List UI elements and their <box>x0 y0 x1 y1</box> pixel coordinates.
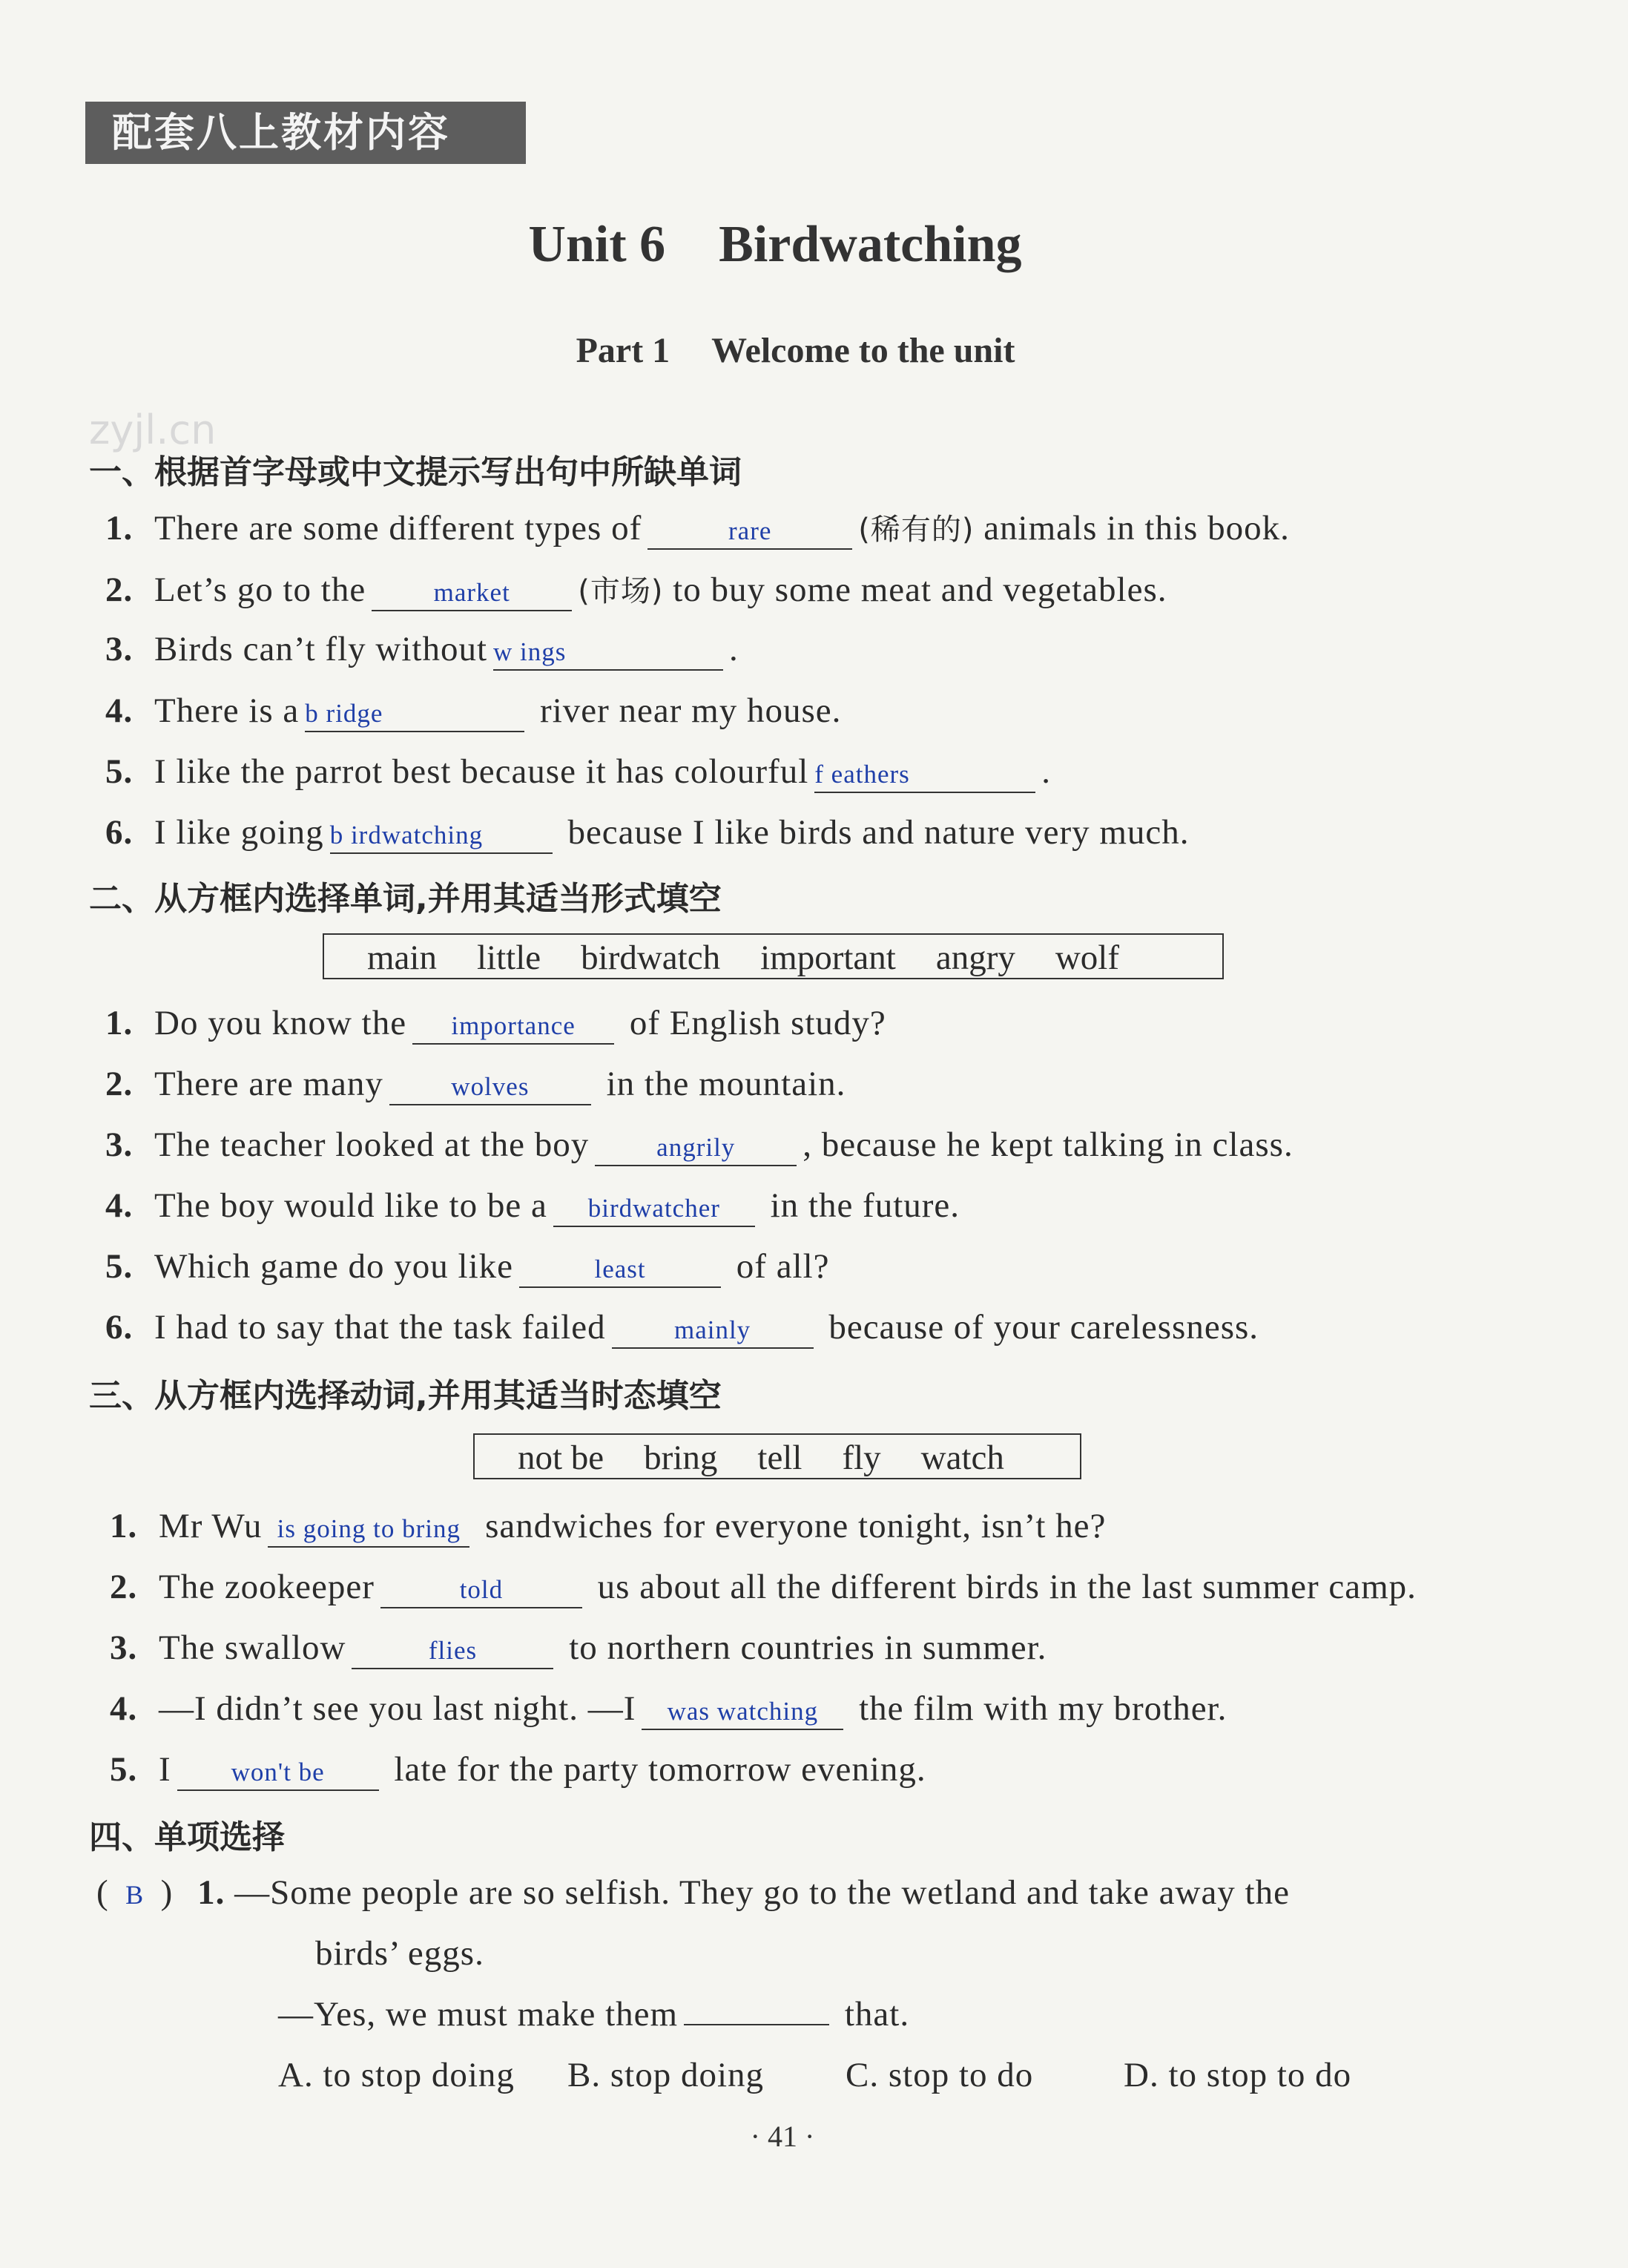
page-number: · 41 · <box>750 2120 815 2153</box>
answer-blank[interactable]: b irdwatching <box>330 818 553 854</box>
s3-question-2: 2. The zookeeper told us about all the different birds in the last summer camp. <box>110 1567 1417 1608</box>
s2-question-2: 2. There are many wolves in the mountain. <box>105 1064 846 1105</box>
word-bank-item: fly <box>842 1439 881 1477</box>
s1-question-4: 4. There is a b ridge river near my house. <box>105 691 841 732</box>
choice-answer[interactable]: B <box>125 1880 145 1910</box>
answer-blank[interactable]: won't be <box>177 1755 379 1791</box>
answer-blank[interactable]: b ridge <box>305 697 524 732</box>
option-b[interactable]: B. stop doing <box>567 2056 765 2094</box>
section-3-title: 三、从方框内选择动词,并用其适当时态填空 <box>89 1377 722 1415</box>
answer-blank[interactable]: was watching <box>642 1695 843 1730</box>
watermark: zyjl.cn <box>89 407 217 453</box>
option-c[interactable]: C. stop to do <box>846 2056 1034 2094</box>
s1-question-2: 2. Let’s go to the market (市场) to buy some meat and vegetables. <box>105 568 1167 611</box>
answer-blank[interactable]: w ings <box>493 635 723 671</box>
s3-question-1: 1. Mr Wu is going to bring sandwiches for everyone tonight, isn’t he? <box>110 1506 1106 1548</box>
unit-title: Unit 6 Birdwatching <box>528 216 1022 273</box>
word-bank-item: important <box>760 939 896 977</box>
section-2-title: 二、从方框内选择单词,并用其适当形式填空 <box>89 880 722 918</box>
s2-question-4: 4. The boy would like to be a birdwatcher in the future. <box>105 1186 960 1227</box>
answer-blank[interactable]: importance <box>412 1009 614 1045</box>
answer-blank[interactable]: mainly <box>612 1313 814 1349</box>
answer-blank[interactable]: wolves <box>389 1070 591 1105</box>
s1-question-1: 1. There are some different types of rare (稀有的) animals in this book. <box>105 506 1290 550</box>
word-bank-item: birdwatch <box>581 939 721 977</box>
s1-question-3: 3. Birds can’t fly without w ings . <box>105 629 739 671</box>
s3-question-5: 5. I won't be late for the party tomorrow evening. <box>110 1749 926 1791</box>
s2-question-6: 6. I had to say that the task failed mainly because of your carelessness. <box>105 1307 1259 1349</box>
s1-question-5: 5. I like the parrot best because it has colourful f eathers . <box>105 752 1051 793</box>
word-bank-item: wolf <box>1055 939 1119 977</box>
word-bank-item: little <box>476 939 541 977</box>
s4-question-1-line2: birds’ eggs. <box>315 1934 484 1973</box>
word-bank-item: angry <box>935 939 1015 977</box>
s2-question-3: 3. The teacher looked at the boy angrily , because he kept talking in class. <box>105 1125 1293 1166</box>
s2-question-5: 5. Which game do you like least of all? <box>105 1246 830 1288</box>
verb-bank-box <box>473 1433 1081 1479</box>
word-bank-item: tell <box>757 1439 803 1477</box>
answer-blank[interactable]: angrily <box>595 1131 797 1166</box>
section-1-title: 一、根据首字母或中文提示写出句中所缺单词 <box>89 453 742 491</box>
option-d[interactable]: D. to stop to do <box>1124 2056 1352 2094</box>
textbook-banner: 配套八上教材内容 <box>85 102 526 164</box>
s1-question-6: 6. I like going b irdwatching because I like birds and nature very much. <box>105 812 1190 854</box>
answer-blank[interactable]: market <box>372 576 572 611</box>
answer-paren: ( <box>96 1873 109 1912</box>
word-bank-item: watch <box>920 1439 1004 1477</box>
answer-blank[interactable]: told <box>380 1573 582 1608</box>
word-bank-item: bring <box>644 1439 718 1477</box>
section-4-title: 四、单项选择 <box>89 1818 285 1856</box>
s3-question-3: 3. The swallow flies to northern countries in summer. <box>110 1628 1047 1669</box>
answer-blank[interactable]: f eathers <box>814 757 1035 793</box>
answer-blank[interactable]: birdwatcher <box>553 1191 755 1227</box>
s3-question-4: 4. —I didn’t see you last night. —I was watching the film with my brother. <box>110 1689 1227 1730</box>
word-bank-box <box>323 933 1224 979</box>
answer-blank[interactable]: is going to bring <box>268 1512 469 1548</box>
answer-blank[interactable]: rare <box>647 514 852 550</box>
option-a[interactable]: A. to stop doing <box>278 2056 515 2094</box>
s4-question-1: ( B ) 1. —Some people are so selfish. They go to the wetland and take away the <box>96 1873 1290 1912</box>
answer-blank[interactable] <box>684 2024 829 2025</box>
word-bank-item: main <box>367 939 437 977</box>
s2-question-1: 1. Do you know the importance of English study? <box>105 1003 886 1045</box>
s4-question-1-options <box>278 2055 1351 2095</box>
word-bank-item: not be <box>518 1439 604 1477</box>
part-title: Part 1 Welcome to the unit <box>576 331 1015 370</box>
s4-question-1-line3: —Yes, we must make them that. <box>278 1995 910 2034</box>
answer-blank[interactable]: flies <box>352 1634 553 1669</box>
answer-blank[interactable]: least <box>519 1252 721 1288</box>
